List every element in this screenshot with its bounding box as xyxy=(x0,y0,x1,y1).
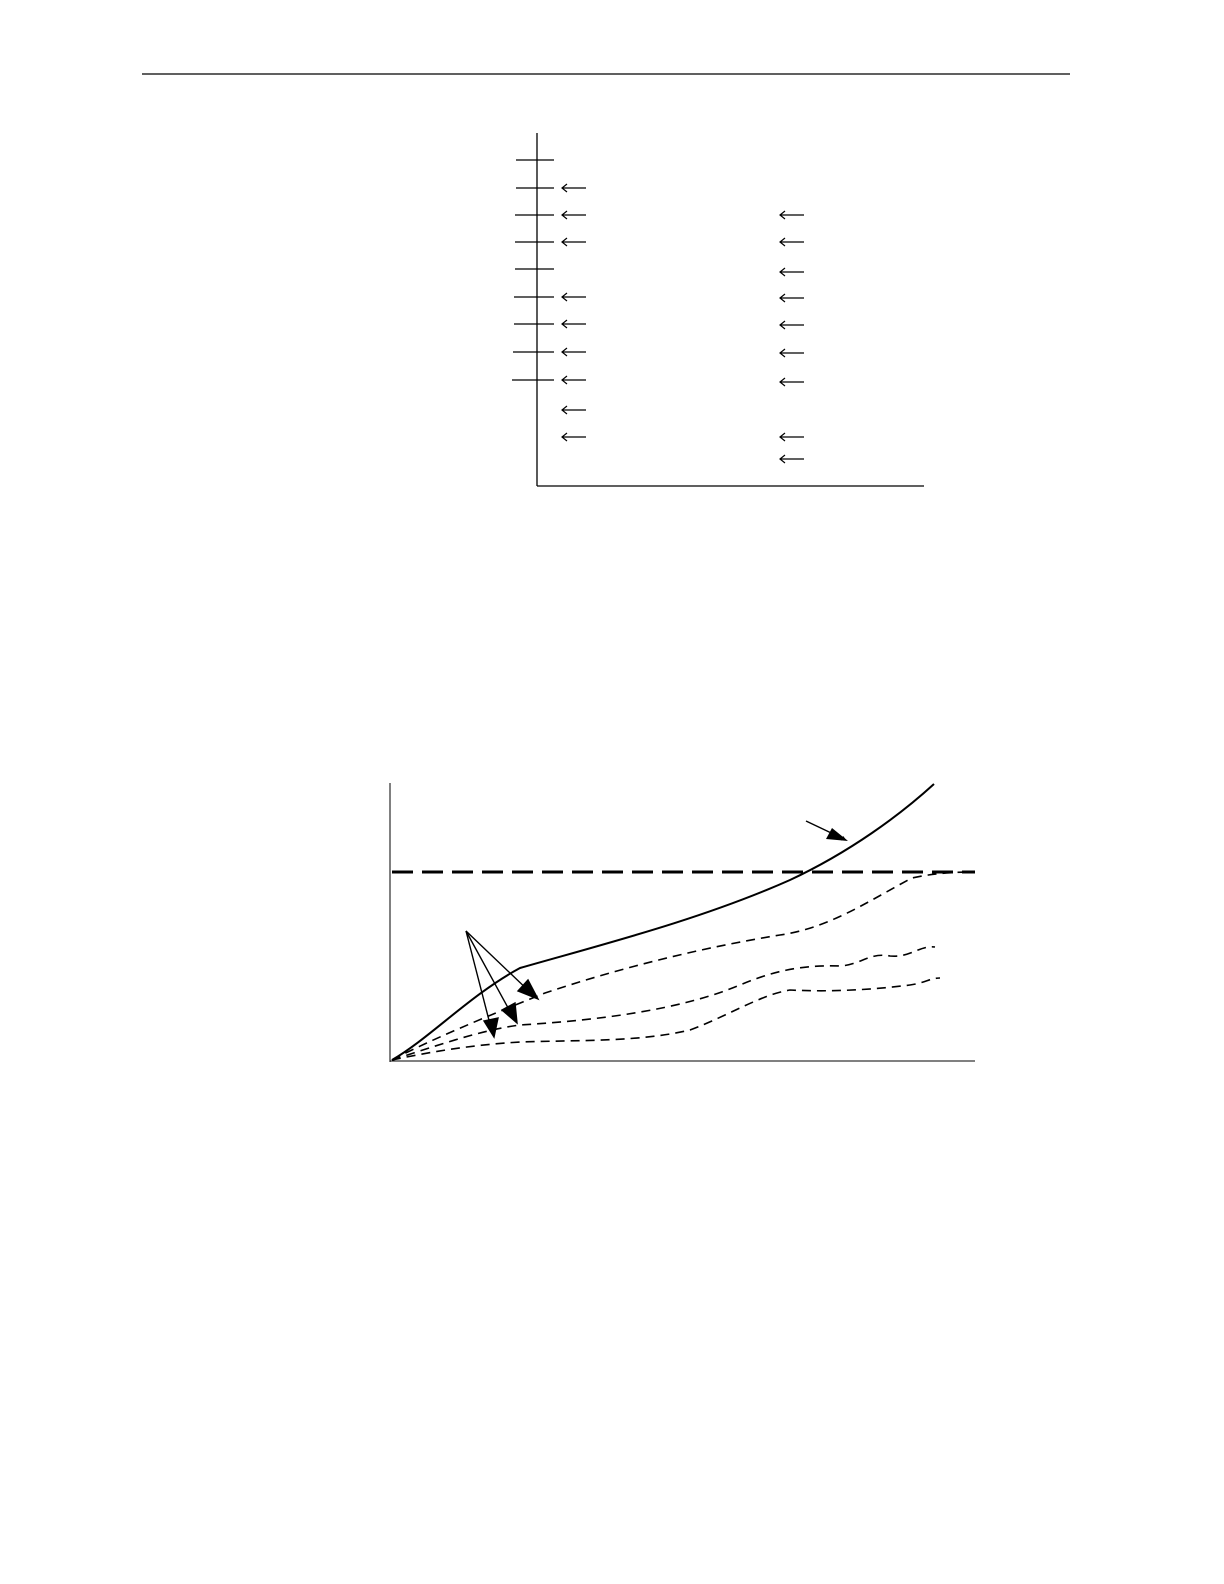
left-arrow-icon xyxy=(562,320,586,328)
left-arrow-icon xyxy=(562,348,586,356)
left-arrow-icon xyxy=(780,238,804,246)
left-arrow-icon xyxy=(780,294,804,302)
top-figure-right-arrows xyxy=(780,211,804,463)
arrowhead-icon xyxy=(826,828,848,841)
left-arrow-icon xyxy=(780,321,804,329)
arrowhead-icon xyxy=(502,1003,517,1023)
top-figure-left-arrows xyxy=(562,184,586,441)
left-arrow-icon xyxy=(780,211,804,219)
left-arrow-icon xyxy=(562,184,586,192)
left-arrow-icon xyxy=(780,433,804,441)
left-arrow-icon xyxy=(562,293,586,301)
dashed-curve xyxy=(392,978,940,1060)
left-arrow-icon xyxy=(562,406,586,414)
left-arrow-icon xyxy=(780,378,804,386)
figure-top xyxy=(512,133,924,486)
arrowhead-icon xyxy=(484,1018,498,1037)
left-arrow-icon xyxy=(562,238,586,246)
left-arrow-icon xyxy=(780,349,804,357)
pointer-arrow-line xyxy=(466,931,512,1015)
left-arrow-icon xyxy=(780,455,804,463)
solid-curve xyxy=(392,784,934,1060)
left-arrow-icon xyxy=(562,376,586,384)
pointer-arrow-line xyxy=(466,931,491,1028)
dashed-curve xyxy=(392,947,935,1060)
left-arrow-icon xyxy=(562,211,586,219)
top-figure-ticks xyxy=(512,160,554,380)
pointer-arrow-line xyxy=(466,931,532,994)
left-arrow-icon xyxy=(780,268,804,276)
figure-bottom xyxy=(390,783,975,1062)
left-arrow-icon xyxy=(562,433,586,441)
